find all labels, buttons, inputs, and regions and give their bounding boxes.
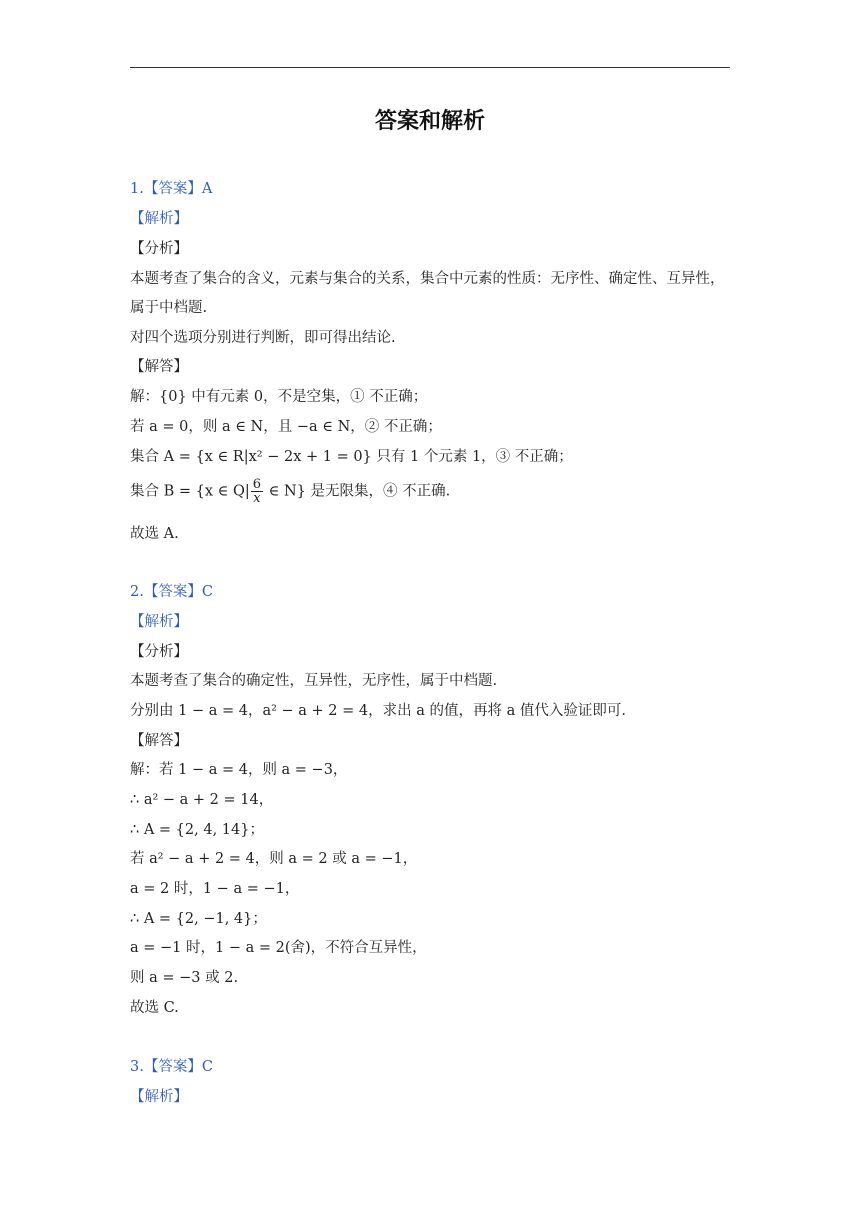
section-label: 【解答】 — [130, 733, 188, 749]
answer-heading-2: 2.【答案】C — [130, 584, 213, 600]
analysis-heading-2: 【解析】 — [130, 614, 188, 630]
text-line: 集合 A = {x ∈ R|x² − 2x + 1 = 0} 只有 1 个元素 1，③ 不正确； — [130, 449, 573, 465]
header-rule — [130, 67, 730, 68]
text-line: ∴ A = {2, −1, 4}； — [130, 911, 267, 927]
section-label: 【分析】 — [130, 241, 188, 257]
fraction-numerator: 6 — [252, 477, 262, 492]
text-line: 则 a = −3 或 2. — [130, 970, 239, 986]
fraction-line-prefix: 集合 B = {x ∈ Q| — [130, 483, 250, 500]
section-label: 【解答】 — [130, 359, 188, 375]
answer-heading-1: 1.【答案】A — [130, 181, 213, 197]
text-line: a = −1 时，1 − a = 2(舍)，不符合互异性， — [130, 940, 427, 956]
analysis-heading-3: 【解析】 — [130, 1089, 188, 1105]
fraction-denominator: x — [253, 491, 261, 506]
text-line: 解：{0} 中有元素 0，不是空集，① 不正确； — [130, 389, 428, 405]
answer-heading-3: 3.【答案】C — [130, 1059, 213, 1075]
text-line: 对四个选项分别进行判断，即可得出结论. — [130, 330, 396, 346]
fraction — [251, 478, 263, 505]
text-line: 故选 C. — [130, 1000, 179, 1016]
text-line: 解：若 1 − a = 4，则 a = −3， — [130, 762, 348, 778]
text-line: 属于中档题. — [130, 300, 208, 316]
fraction-line — [130, 478, 450, 505]
text-line: ∴ a² − a + 2 = 14， — [130, 792, 274, 808]
text-line: 分别由 1 − a = 4，a² − a + 2 = 4，求出 a 的值，再将 a 值代入验证即可. — [130, 703, 626, 719]
text-line: 本题考查了集合的含义，元素与集合的关系，集合中元素的性质：无序性、确定性、互异性， — [130, 271, 725, 287]
text-line: 故选 A. — [130, 526, 179, 542]
text-line: ∴ A = {2, 4, 14}； — [130, 822, 264, 838]
page-title: 答案和解析 — [374, 109, 485, 134]
text-line: 若 a² − a + 2 = 4，则 a = 2 或 a = −1， — [130, 851, 418, 867]
text-line: a = 2 时，1 − a = −1， — [130, 881, 300, 897]
section-label: 【分析】 — [130, 644, 188, 660]
analysis-heading-1: 【解析】 — [130, 211, 188, 227]
fraction-line-suffix: ∈ N} 是无限集，④ 不正确. — [264, 483, 451, 500]
text-line: 本题考查了集合的确定性，互异性，无序性，属于中档题. — [130, 673, 498, 689]
text-line: 若 a = 0，则 a ∈ N，且 −a ∈ N，② 不正确； — [130, 419, 442, 435]
